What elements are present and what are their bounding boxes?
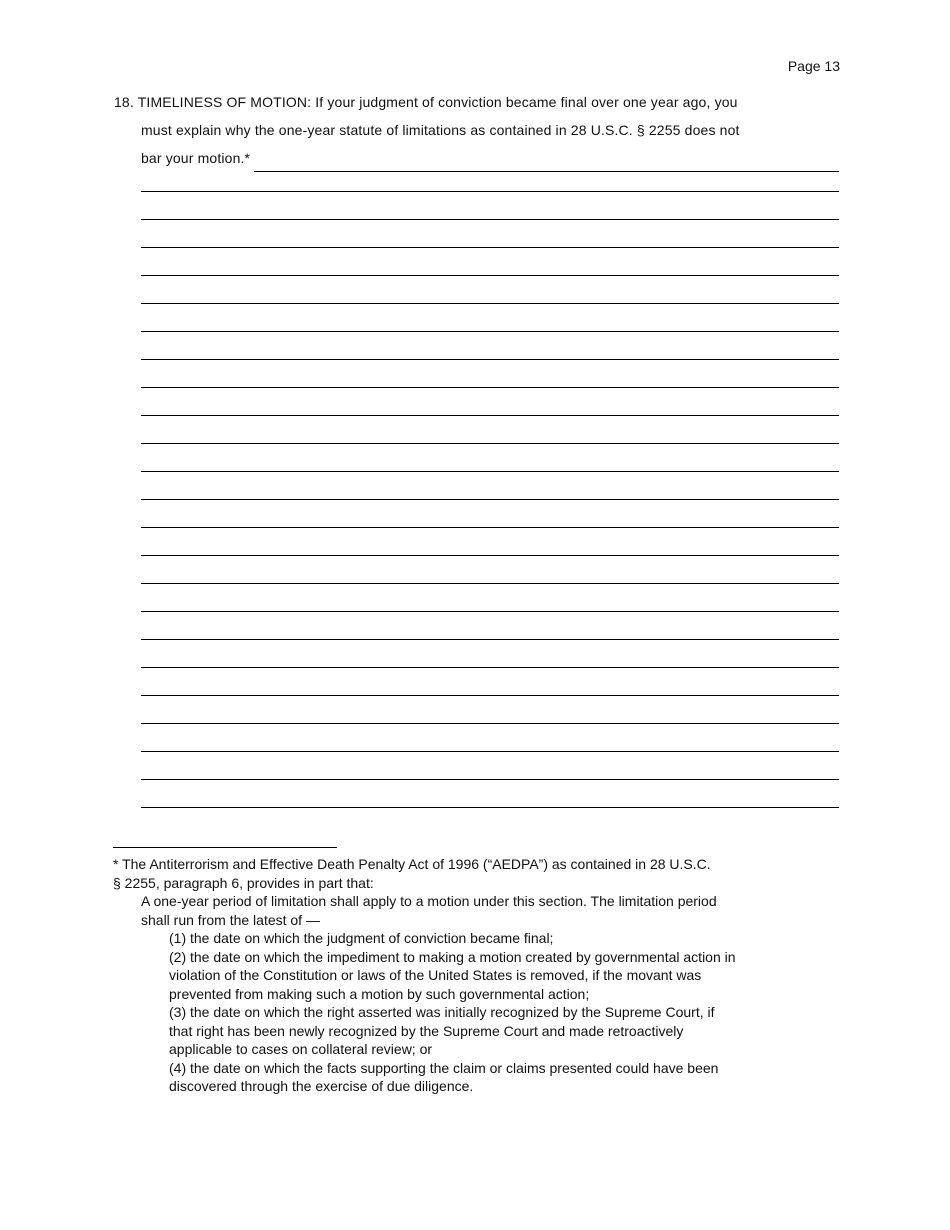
footnote-item-2: prevented from making such a motion by such governmental action; <box>169 985 590 1002</box>
answer-line[interactable] <box>141 219 839 247</box>
footnote <box>113 855 838 1096</box>
footnote-separator <box>113 847 337 848</box>
answer-line[interactable] <box>141 527 839 555</box>
question-line-3 <box>114 144 839 172</box>
answer-line[interactable] <box>141 723 839 751</box>
answer-line[interactable] <box>141 331 839 359</box>
answer-line[interactable] <box>141 611 839 639</box>
footnote-line: A one-year period of limitation shall apply to a motion under this section. The limitation period <box>141 893 717 909</box>
footnote-item-1: (1) the date on which the judgment of conviction became final; <box>169 930 554 946</box>
question-18 <box>114 88 839 172</box>
page-number: Page 13 <box>787 58 840 74</box>
footnote-line: * The Antiterrorism and Effective Death Penalty Act of 1996 (“AEDPA”) as contained in 28 U.S.C. <box>113 856 711 872</box>
footnote-item-3: (3) the date on which the right asserted was initially recognized by the Supreme Court, if <box>169 1004 715 1020</box>
answer-line[interactable] <box>141 499 839 527</box>
answer-line[interactable] <box>141 583 839 611</box>
answer-line[interactable] <box>141 779 839 807</box>
footnote-line: shall run from the latest of — <box>141 911 320 928</box>
answer-line[interactable] <box>141 639 839 667</box>
answer-line[interactable] <box>141 695 839 723</box>
footnote-item-3: that right has been newly recognized by the Supreme Court and made retroactively <box>169 1022 684 1039</box>
answer-line[interactable] <box>141 387 839 415</box>
answer-line[interactable] <box>141 807 839 835</box>
footnote-item-3: applicable to cases on collateral review; or <box>169 1041 433 1057</box>
answer-lines-area[interactable] <box>141 191 839 835</box>
footnote-line: § 2255, paragraph 6, provides in part that: <box>113 874 374 891</box>
answer-line[interactable] <box>141 471 839 499</box>
question-line-2: must explain why the one-year statute of limitations as contained in 28 U.S.C. § 2255 does not <box>141 122 740 138</box>
answer-line[interactable] <box>141 667 839 695</box>
footnote-item-4: discovered through the exercise of due diligence. <box>169 1078 474 1094</box>
answer-line[interactable] <box>141 191 839 219</box>
answer-line[interactable] <box>141 247 839 275</box>
question-line-3-text: bar your motion.* <box>141 150 251 166</box>
answer-line[interactable] <box>141 555 839 583</box>
answer-line[interactable] <box>141 751 839 779</box>
answer-line[interactable] <box>141 275 839 303</box>
answer-line[interactable] <box>141 443 839 471</box>
answer-line[interactable] <box>141 415 839 443</box>
question-line-1: 18. TIMELINESS OF MOTION: If your judgment of conviction became final over one year ago, you <box>114 94 738 110</box>
footnote-item-4: (4) the date on which the facts supporting the claim or claims presented could have been <box>169 1059 719 1076</box>
answer-line[interactable] <box>141 303 839 331</box>
footnote-item-2: violation of the Constitution or laws of the United States is removed, if the movant was <box>169 967 702 983</box>
answer-line-first[interactable] <box>254 153 839 172</box>
answer-line[interactable] <box>141 359 839 387</box>
footnote-item-2: (2) the date on which the impediment to making a motion created by governmental action in <box>169 948 736 965</box>
